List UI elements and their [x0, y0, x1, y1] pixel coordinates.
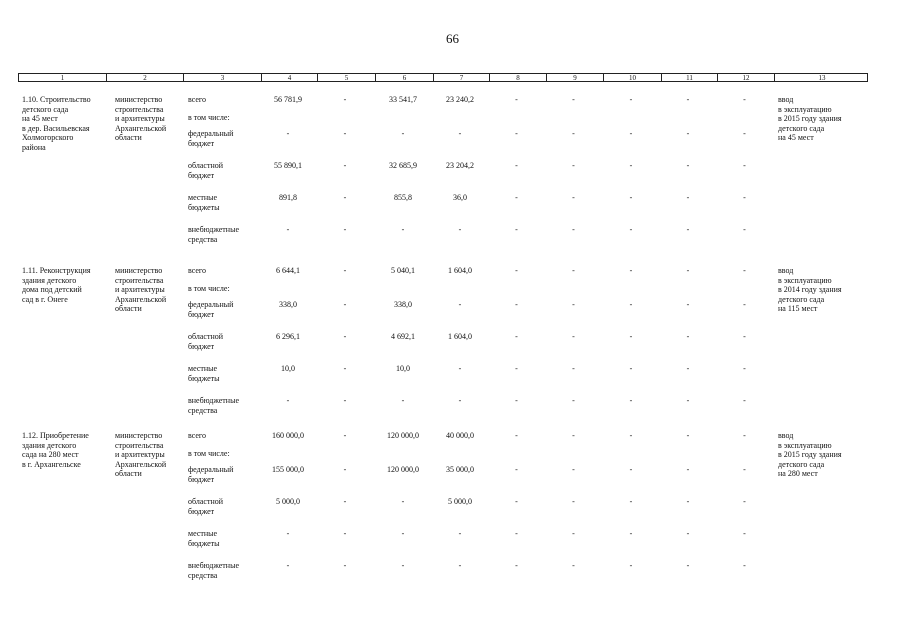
amount-cell: -: [343, 193, 347, 202]
amount-cell: -: [286, 561, 290, 570]
funding-source-label: внебюджетные средства: [188, 225, 239, 244]
amount-cell: 23 204,2: [446, 161, 474, 170]
amount-cell: -: [686, 529, 690, 538]
amount-cell: -: [743, 465, 746, 474]
page-number: 66: [446, 31, 459, 46]
amount-cell: -: [686, 431, 690, 440]
amount-cell: 40 000,0: [446, 431, 474, 440]
amount-cell: -: [629, 225, 633, 234]
amount-cell: 55 890,1: [274, 161, 302, 170]
amount-cell: -: [572, 300, 575, 309]
amount-cell: -: [629, 431, 633, 440]
amount-cell: -: [515, 364, 518, 373]
funding-source-label: федеральный бюджет: [188, 465, 234, 484]
amount-cell: -: [515, 266, 518, 275]
amount-cell: -: [686, 561, 690, 570]
amount-cell: -: [515, 465, 518, 474]
activity-name: 1.11. Реконструкция здания детского дома под детский сад в г. Онеге: [22, 266, 91, 304]
amount-cell: -: [572, 431, 575, 440]
amount-cell: -: [629, 161, 633, 170]
column-number-12: 12: [717, 74, 774, 82]
amount-cell: -: [401, 497, 405, 506]
column-number-10: 10: [603, 74, 661, 82]
amount-cell: -: [686, 497, 690, 506]
amount-cell: 6 644,1: [276, 266, 300, 275]
amount-cell: -: [343, 561, 347, 570]
amount-cell: -: [401, 129, 405, 138]
column-number-5: 5: [317, 74, 375, 82]
activity-name: 1.10. Строительство детского сада на 45 мест в дер. Васильевская Холмогорского района: [22, 95, 91, 152]
funding-source-label: всего: [188, 95, 207, 104]
amount-cell: -: [458, 129, 462, 138]
amount-cell: -: [515, 300, 518, 309]
column-number-7: 7: [433, 74, 489, 82]
amount-cell: -: [572, 364, 575, 373]
amount-cell: -: [743, 561, 746, 570]
amount-cell: -: [286, 225, 290, 234]
amount-cell: -: [515, 497, 518, 506]
amount-cell: -: [343, 364, 347, 373]
amount-cell: 5 000,0: [448, 497, 472, 506]
amount-cell: -: [629, 497, 633, 506]
amount-cell: 5 000,0: [276, 497, 300, 506]
amount-cell: -: [686, 266, 690, 275]
amount-cell: -: [629, 561, 633, 570]
amount-cell: -: [572, 266, 575, 275]
amount-cell: 1 604,0: [448, 332, 472, 341]
amount-cell: 338,0: [394, 300, 412, 309]
amount-cell: -: [343, 431, 347, 440]
column-number-8: 8: [489, 74, 546, 82]
amount-cell: -: [343, 95, 347, 104]
amount-cell: -: [629, 529, 633, 538]
amount-cell: -: [572, 465, 575, 474]
amount-cell: -: [743, 300, 746, 309]
amount-cell: -: [629, 95, 633, 104]
amount-cell: -: [572, 225, 575, 234]
amount-cell: -: [743, 161, 746, 170]
amount-cell: -: [572, 561, 575, 570]
column-number-1: 1: [60, 74, 65, 82]
executor: министерство строительства и архитектуры Архангельской области: [115, 431, 167, 478]
amount-cell: -: [458, 561, 462, 570]
executor: министерство строительства и архитектуры Архангельской области: [115, 95, 167, 142]
amount-cell: -: [686, 225, 690, 234]
amount-cell: 338,0: [279, 300, 297, 309]
amount-cell: -: [515, 129, 518, 138]
amount-cell: -: [515, 396, 518, 405]
activity-name: 1.12. Приобретение здания детского сада на 280 мест в г. Архангельске: [22, 431, 89, 469]
amount-cell: 36,0: [453, 193, 467, 202]
amount-cell: -: [401, 561, 405, 570]
funding-source-label: федеральный бюджет: [188, 300, 234, 319]
amount-cell: -: [343, 266, 347, 275]
amount-cell: 160 000,0: [272, 431, 304, 440]
amount-cell: -: [686, 396, 690, 405]
amount-cell: -: [572, 396, 575, 405]
amount-cell: -: [629, 465, 633, 474]
column-number-13: 13: [774, 74, 869, 82]
amount-cell: -: [743, 497, 746, 506]
amount-cell: -: [686, 161, 690, 170]
amount-cell: -: [515, 431, 518, 440]
amount-cell: -: [515, 161, 518, 170]
amount-cell: -: [458, 364, 462, 373]
amount-cell: -: [629, 193, 633, 202]
amount-cell: -: [743, 193, 746, 202]
amount-cell: -: [343, 161, 347, 170]
amount-cell: -: [686, 129, 690, 138]
expected-result: ввод в эксплуатацию в 2015 году здания детского сада на 280 мест: [778, 431, 842, 478]
amount-cell: 120 000,0: [387, 431, 419, 440]
amount-cell: 855,8: [394, 193, 412, 202]
column-number-3: 3: [183, 74, 261, 82]
funding-source-label: внебюджетные средства: [188, 396, 239, 415]
funding-source-label: всего: [188, 431, 207, 440]
amount-cell: -: [686, 95, 690, 104]
amount-cell: -: [343, 497, 347, 506]
funding-source-label: в том числе:: [188, 449, 230, 458]
funding-source-label: всего: [188, 266, 207, 275]
amount-cell: -: [743, 129, 746, 138]
amount-cell: 1 604,0: [448, 266, 472, 275]
amount-cell: -: [515, 332, 518, 341]
column-number-11: 11: [661, 74, 717, 82]
amount-cell: -: [343, 332, 347, 341]
amount-cell: -: [572, 95, 575, 104]
amount-cell: -: [629, 129, 633, 138]
amount-cell: -: [743, 225, 746, 234]
amount-cell: 35 000,0: [446, 465, 474, 474]
funding-source-label: местные бюджеты: [188, 193, 220, 212]
amount-cell: -: [515, 225, 518, 234]
amount-cell: 155 000,0: [272, 465, 304, 474]
executor: министерство строительства и архитектуры Архангельской области: [115, 266, 167, 313]
funding-source-label: местные бюджеты: [188, 529, 220, 548]
column-number-9: 9: [546, 74, 603, 82]
amount-cell: 10,0: [281, 364, 295, 373]
amount-cell: -: [343, 300, 347, 309]
funding-source-label: внебюджетные средства: [188, 561, 239, 580]
amount-cell: -: [743, 95, 746, 104]
amount-cell: -: [629, 364, 633, 373]
amount-cell: 32 685,9: [389, 161, 417, 170]
amount-cell: -: [401, 396, 405, 405]
column-number-2: 2: [106, 74, 183, 82]
amount-cell: -: [401, 225, 405, 234]
amount-cell: -: [515, 95, 518, 104]
amount-cell: -: [515, 561, 518, 570]
amount-cell: -: [572, 161, 575, 170]
amount-cell: -: [743, 266, 746, 275]
amount-cell: -: [572, 129, 575, 138]
amount-cell: -: [458, 529, 462, 538]
amount-cell: -: [343, 129, 347, 138]
amount-cell: -: [515, 529, 518, 538]
funding-source-label: местные бюджеты: [188, 364, 220, 383]
expected-result: ввод в эксплуатацию в 2014 году здания детского сада на 115 мест: [778, 266, 842, 313]
funding-source-label: в том числе:: [188, 113, 230, 122]
expected-result: ввод в эксплуатацию в 2015 году здания детского сада на 45 мест: [778, 95, 842, 142]
funding-source-label: в том числе:: [188, 284, 230, 293]
amount-cell: 4 692,1: [391, 332, 415, 341]
amount-cell: -: [686, 364, 690, 373]
amount-cell: 5 040,1: [391, 266, 415, 275]
amount-cell: -: [572, 193, 575, 202]
amount-cell: -: [743, 396, 746, 405]
amount-cell: -: [572, 497, 575, 506]
amount-cell: -: [343, 396, 347, 405]
funding-source-label: федеральный бюджет: [188, 129, 234, 148]
amount-cell: -: [343, 465, 347, 474]
amount-cell: 120 000,0: [387, 465, 419, 474]
amount-cell: -: [458, 396, 462, 405]
column-number-header: [18, 73, 868, 82]
amount-cell: -: [458, 300, 462, 309]
amount-cell: -: [286, 396, 290, 405]
funding-source-label: областной бюджет: [188, 161, 224, 180]
amount-cell: -: [572, 332, 575, 341]
amount-cell: -: [629, 332, 633, 341]
amount-cell: -: [743, 364, 746, 373]
amount-cell: 23 240,2: [446, 95, 474, 104]
amount-cell: -: [743, 529, 746, 538]
amount-cell: -: [629, 266, 633, 275]
amount-cell: -: [343, 529, 347, 538]
amount-cell: -: [401, 529, 405, 538]
amount-cell: 33 541,7: [389, 95, 417, 104]
amount-cell: -: [515, 193, 518, 202]
amount-cell: -: [743, 431, 746, 440]
funding-source-label: областной бюджет: [188, 497, 224, 516]
amount-cell: -: [343, 225, 347, 234]
column-number-6: 6: [375, 74, 433, 82]
amount-cell: -: [286, 529, 290, 538]
amount-cell: -: [629, 300, 633, 309]
amount-cell: 891,8: [279, 193, 297, 202]
funding-source-label: областной бюджет: [188, 332, 224, 351]
amount-cell: 56 781,9: [274, 95, 302, 104]
amount-cell: -: [572, 529, 575, 538]
amount-cell: -: [686, 300, 690, 309]
amount-cell: 6 296,1: [276, 332, 300, 341]
column-number-4: 4: [261, 74, 317, 82]
amount-cell: -: [458, 225, 462, 234]
amount-cell: -: [743, 332, 746, 341]
amount-cell: -: [686, 332, 690, 341]
amount-cell: -: [686, 465, 690, 474]
amount-cell: -: [629, 396, 633, 405]
amount-cell: 10,0: [396, 364, 410, 373]
amount-cell: -: [686, 193, 690, 202]
amount-cell: -: [286, 129, 290, 138]
